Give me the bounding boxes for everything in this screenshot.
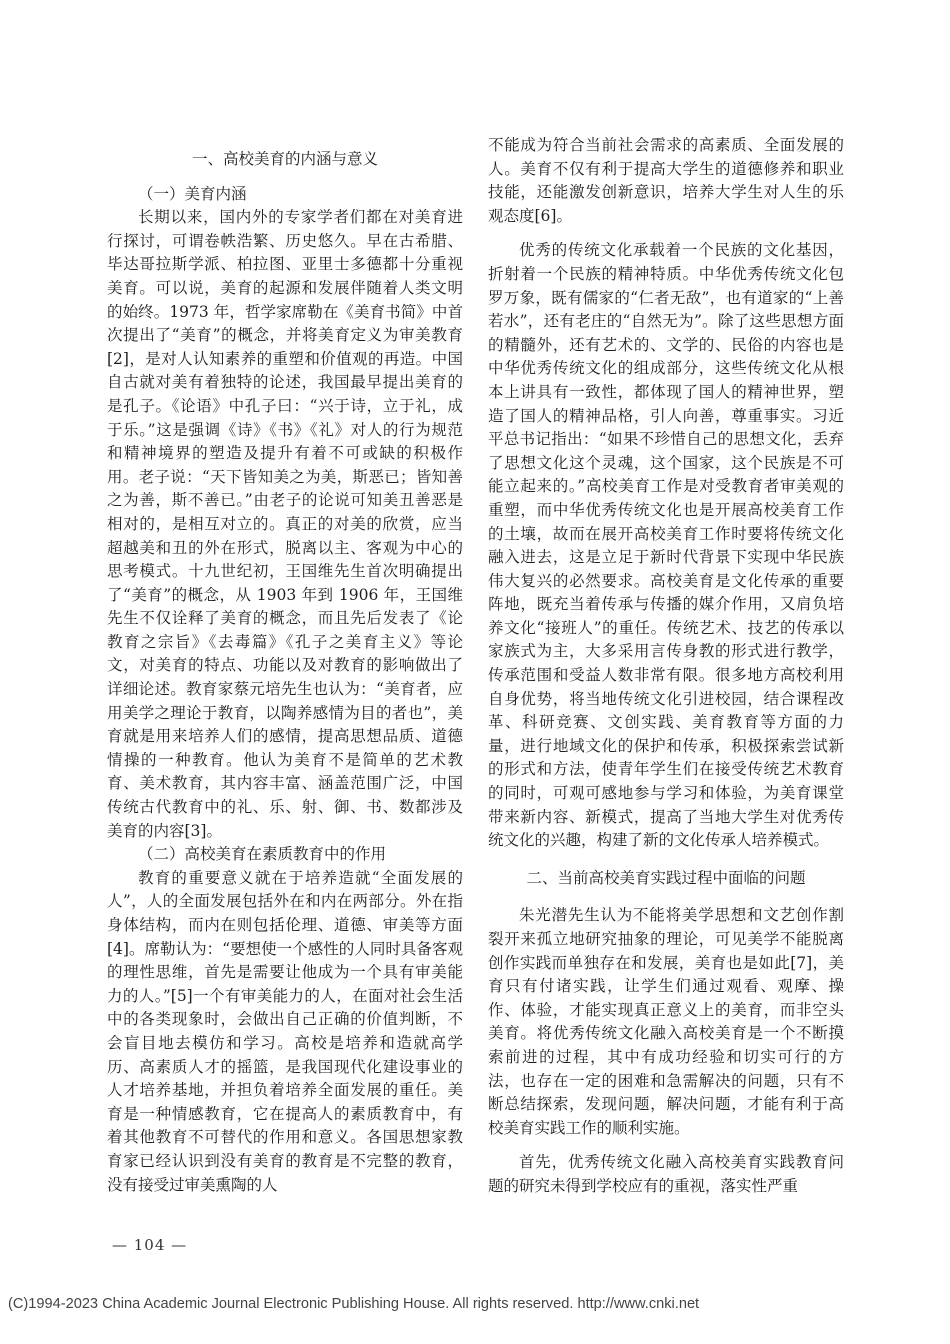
paragraph-role-in-quality-education: 教育的重要意义就在于培养造就“全面发展的人”，人的全面发展包括外在和内在两部分。外在指身体结构，而内在则包括伦理、道德、审美等方面[4]。席勒认为：“要想使一个感性的人同时具备客观的理性思维，首先是需要让他成为一个具有审美能力的人。”[5]一个有审美能力的人，在面对社会生活中的各类现象时，会做出自己正确的价值判断，不会盲目地去模仿和学习。高校是培养和造就高学历、高素质人才的摇篮，是我国现代化建设事业的人才培养基地，并担负着培养全面发展的重任。美育是一种情感教育，它在提高人的素质教育中，有着其他教育不可替代的作用和意义。各国思想家教育家已经认识到没有美育的教育是不完整的教育，没有接受过审美熏陶的人 (107, 868, 463, 1194)
section-heading-1: 一、高校美育的内涵与意义 (191, 150, 378, 168)
paragraph-aesthetic-connotation: 长期以来，国内外的专家学者们都在对美育进行探讨，可谓卷帙浩繁、历史悠久。早在古希腊、毕达哥拉斯学派、柏拉图、亚里士多德都十分重视美育。可以说，美育的起源和发展伴随着人类文明的始终。1973 年，哲学家席勒在《美育书简》中首次提出了“美育”的概念，并将美育定义为审美教育[2]，是对人认知素养的重塑和价值观的再造。中国自古就对美有着独特的论述，我国最早提出美育的是孔子。《论语》中孔子曰：“兴于诗，立于礼，成于乐。”这是强调《诗》《书》《礼》对人的行为规范和精神境界的塑造及提升有着不可或缺的积极作用。老子说：“天下皆知美之为美，斯恶已；皆知善之为善，斯不善已。”由老子的论说可知美丑善恶是相对的，是相互对立的。真正的对美的欣赏，应当超越美和丑的外在形式，脱离以主、客观为中心的思考模式。十九世纪初，王国维先生首次明确提出了“美育”的概念，从 1903 年到 1906 年，王国维先生不仅诠释了美育的概念，而且先后发表了《论教育之宗旨》《去毒篇》《孔子之美育主义》等论文，对美育的特点、功能以及对教育的影响做出了详细论述。教育家蔡元培先生也认为：“美育者，应用美学之理论于教育，以陶养感情为目的者也”，美育就是用来培养人们的感情，提高思想品质、道德情操的一种教育。他认为美育不是简单的艺术教育、美术教育，其内容丰富、涵盖范围广泛，中国传统古代教育中的礼、乐、射、御、书、数都涉及美育的内容[3]。 (107, 208, 463, 840)
section-heading-2: 二、当前高校美育实践过程中面临的问题 (526, 868, 806, 887)
paragraph-firstly: 首先，优秀传统文化融入高校美育实践教育问题的研究未得到学校应有的重视，落实性严重 (488, 1153, 844, 1195)
paragraph-zhu-guangqian: 朱光潜先生认为不能将美学思想和文艺创作割裂开来孤立地研究抽象的理论，可见美学不能脱离创作实践而单独存在和发展，美育也是如此[7]，美育只有付诸实践，让学生们通过观看、观摩、操作、体验，才能实现真正意义上的美育，而非空头美育。将优秀传统文化融入高校美育是一个不断摸索前进的过程，其中有成功经验和切实可行的方法，也存在一定的困难和急需解决的问题，只有不断总结探索，发现问题，解决问题，才能有利于高校美育实践工作的顺利实施。 (488, 906, 844, 1137)
right-column (488, 134, 844, 1199)
page-number: — 104 — (112, 1236, 188, 1254)
paragraph-traditional-culture: 优秀的传统文化承载着一个民族的文化基因，折射着一个民族的精神特质。中华优秀传统文化包罗万象，既有儒家的“仁者无敌”，也有道家的“上善若水”，还有老庄的“自然无为”。除了这些思想方面的精髓外，还有艺术的、文学的、民俗的内容也是中华优秀传统文化的组成部分，这些传统文化从根本上讲具有一致性，都体现了国人的精神世界，塑造了国人的精神品格，引人向善，尊重事实。习近平总书记指出：“如果不珍惜自己的思想文化，丢弃了思想文化这个灵魂，这个国家，这个民族是不可能立起来的。”高校美育工作是对受教育者审美观的重塑，而中华优秀传统文化也是开展高校美育工作的土壤，故而在展开高校美育工作时要将传统文化融入进去，这是立足于新时代背景下实现中华民族伟大复兴的必然要求。高校美育是文化传承的重要阵地，既充当着传承与传播的媒介作用，又肩负培养文化“接班人”的重任。传统艺术、技艺的传承以家族式为主，大多采用言传身教的形式进行教学，传承范围和受益人数非常有限。很多地方高校利用自身优势，将当地传统文化引进校园，结合课程改革、科研竞赛、文创实践、美育教育等方面的力量，进行地域文化的保护和传承，积极探索尝试新的形式和方法，使青年学生们在接受传统艺术教育的同时，可观可感地参与学习和体验，为美育课堂带来新内容、新模式，提高了当地大学生对优秀传统文化的兴趣，构建了新的文化传承人培养模式。 (488, 241, 844, 850)
subsection-heading-role-in-quality-education: （二）高校美育在素质教育中的作用 (138, 845, 387, 864)
copyright-footer: (C)1994-2023 China Academic Journal Electronic Publishing House. All rights reserved. http://www.cnki.net (8, 1296, 700, 1312)
paragraph-continued: 不能成为符合当前社会需求的高素质、全面发展的人。美育不仅有利于提高大学生的道德修养和职业技能，还能激发创新意识，培养大学生对人生的乐观态度[6]。 (488, 136, 844, 225)
left-column (107, 134, 463, 1197)
subsection-heading-aesthetic-connotation: （一）美育内涵 (138, 184, 247, 203)
